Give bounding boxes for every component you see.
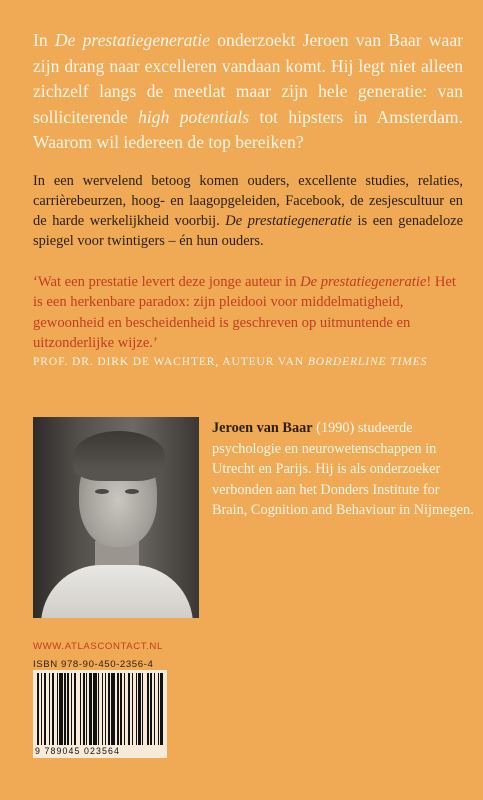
blurb-text: tot hipsters in Amsterdam. Waarom wil iedereen de top bereiken? — [33, 106, 463, 153]
attribution-title: BORDERLINE TIMES — [307, 356, 428, 368]
book-title-italic: De prestatiegeneratie — [300, 274, 427, 290]
blurb-text: onderzoekt Jeroen van Baar waar zijn drang naar excelleren vandaan komt. Hij legt niet alleen zichzelf langs de meetlat maar zijn hele generatie: van solliciterende — [33, 30, 463, 127]
author-name: Jeroen van Baar — [212, 420, 313, 436]
attribution-text: PROF. DR. DIRK DE WACHTER, AUTEUR VAN — [33, 356, 308, 368]
blurb-paragraph-1 — [33, 28, 463, 156]
book-title-italic: De prestatiegeneratie — [225, 213, 352, 229]
author-portrait — [33, 417, 199, 618]
book-title-italic: De prestatiegeneratie — [54, 30, 210, 50]
review-quote — [33, 272, 463, 354]
emphasis-italic: high potentials — [138, 106, 250, 127]
barcode — [33, 670, 167, 758]
quote-text: ‘Wat een prestatie levert deze jonge auteur in — [33, 274, 301, 290]
blurb-text: In een wervelend betoog komen ouders, excellente studies, relaties, carrièrebeurzen, hoog- en laagopgeleiden, Facebook, de zesjescultuur en de harde werkelijkheid voorbij. — [33, 173, 463, 229]
author-bio — [212, 418, 474, 521]
author-bio-text: (1990) studeerde psychologie en neurowetenschappen in Utrecht en Parijs. Hij is als onderzoeker verbonden aan het Donders Institute for Brain, Cognition and Behaviour in Nijmegen. — [212, 420, 474, 519]
blurb-text: is een genadeloze spiegel voor twintigers – én hun ouders. — [33, 213, 464, 249]
blurb-text: In — [33, 30, 55, 50]
quote-attribution — [33, 356, 473, 368]
quote-text: ! Het is een herkenbare paradox: zijn pleidooi voor middelmatigheid, gewoonheid en bescheidenheid is geschreven op uitmuntende en uitzonderlijke wijze.’ — [33, 274, 456, 352]
isbn-label: ISBN 978-90-450-2356-4 — [33, 659, 154, 670]
blurb-paragraph-2 — [33, 171, 463, 251]
barcode-number: 9 789045 023564 — [35, 746, 120, 756]
publisher-website[interactable]: WWW.ATLASCONTACT.NL — [33, 641, 163, 652]
barcode-bars — [37, 673, 163, 745]
